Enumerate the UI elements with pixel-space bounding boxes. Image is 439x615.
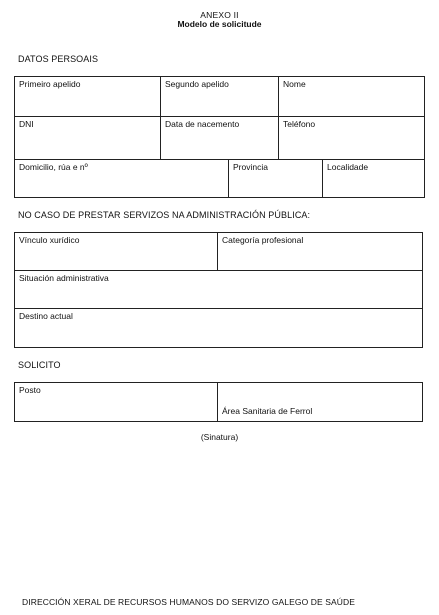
address-field[interactable] [15, 160, 229, 197]
personal-data-table [14, 76, 425, 198]
request-table [14, 382, 423, 422]
address-label: Domicilio, rúa e nº [19, 162, 88, 172]
province-field[interactable] [229, 160, 323, 197]
name-field[interactable] [279, 77, 424, 117]
annex-label: ANEXO II [200, 10, 239, 20]
second-surname-field[interactable] [161, 77, 279, 117]
legal-link-label: Vínculo xurídico [19, 235, 80, 245]
professional-category-label: Categoría profesional [222, 235, 304, 245]
birth-date-field[interactable] [161, 117, 279, 160]
professional-category-field[interactable] [218, 233, 422, 271]
name-label: Nome [283, 79, 306, 89]
dni-field[interactable] [15, 117, 161, 160]
current-destination-label: Destino actual [19, 311, 73, 321]
current-destination-field[interactable] [15, 309, 422, 347]
post-label: Posto [19, 385, 41, 395]
addressee-footer: DIRECCIÓN XERAL DE RECURSOS HUMANOS DO SERVIZO GALEGO DE SAÚDE [22, 597, 356, 607]
dni-label: DNI [19, 119, 34, 129]
public-admin-table [14, 232, 423, 348]
first-surname-field[interactable] [15, 77, 161, 117]
health-area-label: Área Sanitaria de Ferrol [222, 406, 313, 416]
admin-status-label: Situación administrativa [19, 273, 109, 283]
public-admin-heading: NO CASO DE PRESTAR SERVIZOS NA ADMINISTRACIÓN PÚBLICA: [18, 210, 311, 220]
personal-data-heading: DATOS PERSOAIS [18, 54, 99, 64]
first-surname-label: Primeiro apelido [19, 79, 81, 89]
form-title: Modelo de solicitude [177, 19, 262, 29]
second-surname-label: Segundo apelido [165, 79, 229, 89]
locality-label: Localidade [327, 162, 369, 172]
province-label: Provincia [233, 162, 268, 172]
post-field[interactable] [15, 383, 218, 421]
birth-date-label: Data de nacemento [165, 119, 240, 129]
signature-label: (Sinatura) [200, 432, 239, 442]
legal-link-field[interactable] [15, 233, 218, 271]
phone-label: Teléfono [283, 119, 316, 129]
health-area-field [218, 383, 422, 421]
request-heading: SOLICITO [18, 360, 61, 370]
locality-field[interactable] [323, 160, 424, 197]
admin-status-field[interactable] [15, 271, 422, 309]
phone-field[interactable] [279, 117, 424, 160]
